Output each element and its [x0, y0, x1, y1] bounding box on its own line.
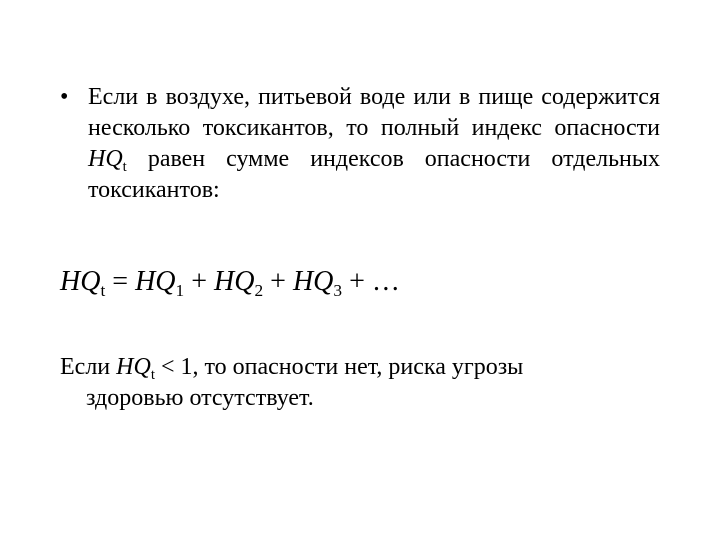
formula-sub-3: 3 [333, 281, 343, 301]
formula-sub-total: t [100, 281, 106, 301]
formula-sub-2: 2 [254, 281, 264, 301]
bullet-paragraph [60, 82, 660, 206]
formula-plus-2: + [263, 266, 293, 297]
note-text-after: < 1, то опасности нет, риска угрозы [154, 354, 524, 380]
bullet-text [88, 82, 660, 206]
condition-note [60, 352, 660, 414]
formula-ellipsis: + … [342, 266, 400, 297]
bullet-text-before: Если в воздухе, питьевой воде или в пище содержится несколько токсикантов, то полный индекс опасности [88, 84, 660, 141]
hq-subscript: t [122, 159, 127, 176]
note-hq-variable: HQ [116, 354, 151, 380]
bullet-icon: • [60, 84, 69, 110]
hq-formula [60, 262, 400, 302]
formula-equals: = [105, 266, 136, 297]
note-line-1 [60, 352, 660, 383]
formula-hq-total: HQ [60, 266, 101, 297]
hq-variable: HQ [88, 146, 123, 172]
note-text-before: Если [60, 354, 117, 380]
formula-hq-3: HQ [292, 266, 334, 297]
bullet-text-after: равен сумме индексов опасности отдельных токсикантов: [88, 146, 660, 203]
formula-sub-1: 1 [175, 281, 185, 301]
formula-hq-1: HQ [135, 266, 176, 297]
formula-hq-2: HQ [214, 266, 255, 297]
note-hq-subscript: t [150, 367, 155, 384]
formula-plus-1: + [184, 266, 215, 297]
note-line-2: здоровью отсутствует. [86, 385, 314, 411]
